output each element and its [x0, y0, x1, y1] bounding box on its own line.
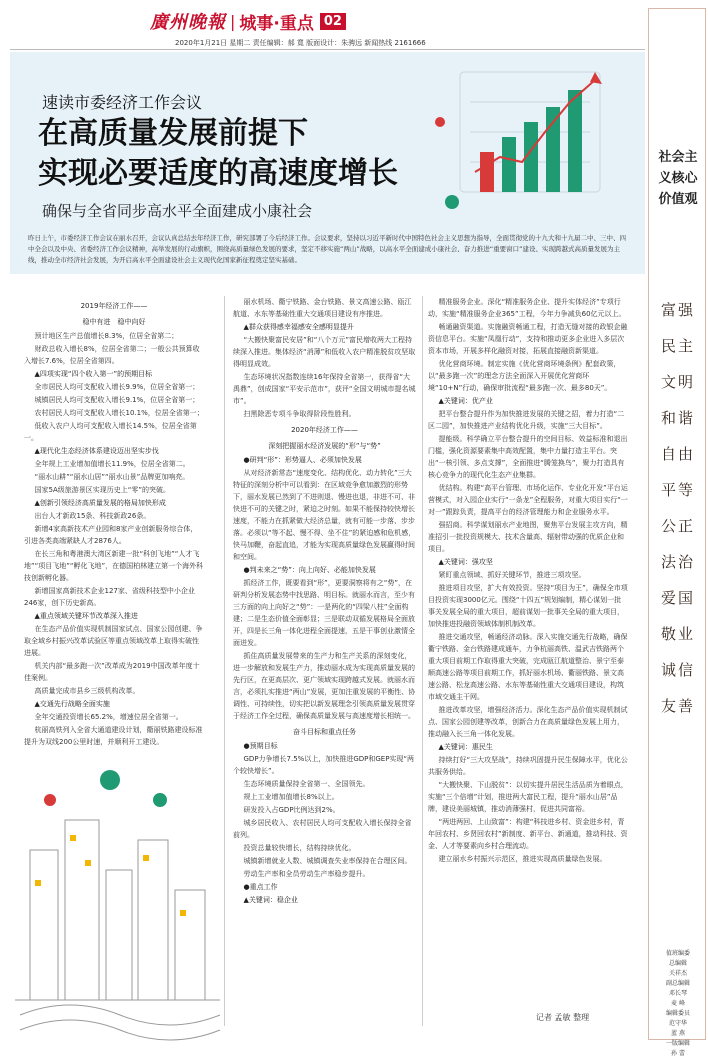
top-rule: [10, 49, 645, 50]
chart-bar: [502, 137, 516, 192]
chart-node: [445, 195, 459, 209]
subhead: 确保与全省同步高水平全面建成小康社会: [42, 202, 313, 220]
body-paragraph: 国家5A级旅游景区实现历史上“零”的突破。: [34, 486, 170, 494]
sidebar-slogan: 社会主义核心价值观: [658, 150, 698, 207]
editor-line: 副总编辑: [665, 980, 690, 987]
section-subtitle: 深刻把握丽水经济发展的“形”与“势”: [268, 442, 381, 450]
editor-line: 范守华: [668, 1020, 687, 1027]
core-value: 诚信: [660, 661, 695, 679]
body-paragraph: 生态环境质量保持全省第一、全国领先。: [243, 780, 370, 788]
editors-box: [653, 949, 703, 1059]
column-3: [428, 296, 628, 1034]
reporter-byline: 记者 孟敏 整理: [536, 1013, 590, 1022]
core-values-sidebar: [648, 8, 706, 1057]
core-value: 敬业: [660, 625, 695, 643]
body-paragraph: 推进改革攻坚，增强经济活力。深化生态产品价值实现机制试点、国家公园创建等改革，创新合力在高质量绿色发展上用力，推动融入长三角一体化发展。: [428, 706, 628, 738]
city-sketch-illustration: [10, 740, 225, 1040]
core-value: 和谐: [660, 409, 695, 427]
column-2-body-bottom: [233, 740, 416, 906]
body-paragraph: “两进两回、上山致富”：构建“科技进乡村、资金进乡村，青年回农村、乡贤回农村”新制度、新平台、新通道，推动科技、资金、人才等要素向乡村合理流动。: [428, 818, 628, 850]
core-value: 法治: [660, 553, 695, 571]
core-value: 友善: [660, 697, 695, 715]
section-title: 奋斗目标和重点任务: [293, 728, 356, 736]
body-paragraph: ▲关键词：惠民生: [438, 743, 493, 751]
column-2-body-mid: [233, 454, 416, 722]
body-paragraph: ▲创新引领经济高质量发展的格局加快形成: [34, 499, 166, 507]
body-paragraph: 在生态产品价值实现机制国家试点、国家公园创建、争取全域乡村振兴改革试验区等重点领域改革上取得实破性进展。: [24, 625, 203, 657]
body-paragraph: ▲群众获得感幸福感安全感明显提升: [243, 323, 354, 331]
bar-chart-illustration: [430, 62, 610, 222]
body-paragraph: ▲交通先行战略全面实施: [34, 700, 110, 708]
editor-line: 邓长琴: [668, 990, 687, 997]
headline-line-2: 实现必要适度的高速度增长: [38, 156, 398, 191]
core-value: 公正: [660, 517, 695, 535]
body-paragraph: “大搬快聚、下山脱贫”：以切实提升居民生活品质为着眼点，实施“三个倍增”计划，推进两大富民工程，提升“丽水山居”品牌，建设美丽城镇，推动消薄强村，促进共同富裕。: [428, 781, 628, 813]
editor-line: 蓝 燕: [671, 1030, 685, 1037]
body-paragraph: ▲关键词：优产业: [438, 397, 493, 405]
body-paragraph: 规上工业增加值增长8%以上。: [243, 793, 339, 801]
body-paragraph: 新增国家高新技术企业127家、省级科技型中小企业246家，创下历史新高。: [24, 587, 195, 607]
body-paragraph: ●研判“形”：形势逼人、必须加快发展: [243, 456, 362, 464]
chart-bar: [480, 152, 494, 192]
body-paragraph: ▲四项实现“四个收入第一”的预期目标: [34, 370, 153, 378]
editor-line: 值班编委: [665, 950, 690, 957]
chart-bar: [546, 107, 560, 192]
body-paragraph: 提能级。科学确立平台整合提升的空间目标、效益标准和退出门槛，强化资源要素集中高效配置，集中力量打造主平台。突出“一核引领、多点支撑”，全面推进“腾笼换鸟”，聚力打造具有核心竞争力的现代化生态产业集群。: [428, 435, 628, 479]
body-paragraph: 在长三角和粤港澳大湾区新建一批“科创飞地”“人才飞地”“项目飞地”“孵化飞地”，在德国柏林建立第一个海外科技创新孵化器。: [24, 550, 204, 582]
body-paragraph: 把平台整合提升作为加快推进发展的关键之招，着力打造“二区二园”，加快推进产业结构优化升级，实施“三大目标”。: [428, 410, 625, 430]
core-value: 富强: [660, 301, 695, 319]
core-value: 民主: [660, 337, 695, 355]
section-title: 2020年经济工作——: [291, 426, 358, 434]
body-paragraph: ▲现代化生态经济体系建设迈出坚实步伐: [34, 447, 159, 455]
body-paragraph: 高质量完成市县乡三级机构改革。: [34, 687, 140, 695]
chart-node: [435, 117, 445, 127]
body-paragraph: 全年规上工业增加值增长11.9%，位居全省第二。: [34, 460, 190, 468]
page-number-badge: 02: [320, 13, 346, 30]
body-paragraph: “大搬快聚富民安居”和“八个万元”富民增收两大工程持续深入推进。集体经济“消薄”和低收入农户精准脱贫攻坚取得明显成效。: [233, 336, 416, 368]
column-2: [233, 296, 416, 1034]
body-paragraph: 农村居民人均可支配收入增长10.1%，位居全省第一；: [34, 409, 204, 417]
body-paragraph: ▲关键词：稳企业: [243, 896, 298, 904]
body-paragraph: 生态环境状况指数连续16年保持全省第一，获得省“大禹鼎”，创成国家“平安示范市”，获评“全国文明城市提名城市”。: [233, 373, 416, 405]
column-3-body: [428, 296, 628, 865]
body-paragraph: 抓经济工作，既要看到“形”，更要洞察将有之“势”，在研判分析发展态势中找思路、明目标。就丽水而言，至少有三方面的向上向好之“势”：一是两化的“四梁八柱”全面构建；二是生态价值全面彰显；三是联动双循发展格局全面放开，四是长三角一体化进程全面提速，五是干事创业激情全面迸发。: [233, 579, 415, 647]
kicker: 速读市委经济工作会议: [42, 93, 203, 112]
section-name: 城事·重点: [239, 13, 314, 34]
editor-line: 麦 峰: [671, 1000, 685, 1007]
body-paragraph: ●预期目标: [243, 742, 278, 750]
body-paragraph: 丽水机场、衢宁铁路、金台铁路、景文高速公路、瓯江航道、水东等基础性重大交通项目建设有序推进。: [233, 298, 412, 318]
masthead-separator: |: [230, 11, 236, 31]
column-1: [24, 296, 204, 746]
body-paragraph: ●重点工作: [243, 883, 278, 891]
body-paragraph: 杭丽高铁列入全省大通道建设计划，衢丽铁路建设标准提升为双线200公里时速，并顺利开工建设。: [24, 726, 203, 746]
body-paragraph: 优化营商环境。制定实施《优化营商环境条例》配套政策，以“最多跑一次”的理念方法全面深入开展优化营商环境“10+N”行动，确保审批流程“最多跑一次、最多80天”。: [428, 360, 621, 392]
editor-line: 孙 蕾: [671, 1050, 685, 1057]
editor-line: 关祥杰: [668, 970, 687, 977]
editor-line: 总编辑: [668, 960, 687, 967]
body-paragraph: 全市居民人均可支配收入增长9.9%，位居全省第一；: [34, 383, 200, 391]
body-paragraph: 推进项目攻坚，扩大有效投资。坚持“项目为王”，确保全市项目投资实现3000亿元。围绕“十四五”规划编制，精心谋划一批事关发展全局的重大项目，超前谋划一批事关全局的重大项目，加快推进投融资领域体制机制改革。: [428, 584, 628, 628]
body-paragraph: 城镇居民人均可支配收入增长9.1%，位居全省第一；: [34, 396, 200, 404]
body-paragraph: ▲关键词：强攻坚: [438, 558, 493, 566]
body-paragraph: 财政总收入增长8%，位居全省第二；一般公共预算收入增长7.6%，位居全省第四。: [24, 345, 200, 365]
body-paragraph: 精准服务企业。深化“精准服务企业、提升实体经济”专项行动，实施“精准服务企业365”工程，今年力争减负60亿元以上。: [428, 298, 626, 318]
core-value: 文明: [660, 373, 695, 391]
body-paragraph: 强招商。科学谋划丽水产业地图，聚焦平台发展主攻方向，精准招引一批投资规模大、技术含量高、辐射带动强的优质企业和项目。: [428, 521, 628, 553]
core-values-list: [653, 299, 703, 731]
body-paragraph: 投资总量较快增长，结构持续优化。: [243, 844, 356, 852]
core-value: 自由: [660, 445, 695, 463]
body-paragraph: 城镇新增就业人数、城镇调查失业率保持在合理区间。: [243, 857, 412, 865]
body-paragraph: 持续打好“三大攻坚战”，持续巩固提升民生保障水平，优化公共服务供给。: [428, 756, 628, 776]
body-paragraph: 抓住高质量发展带来的生产力和生产关系的深刻变化，进一步解放和发展生产力，推动丽水成为实现高质量发展的先行区，在更高层次、更广领域实现跨越式发展。就丽水而言，必须扎实推进“两山”发展，更加注重发展的平衡性、协调性、可持续性，切实把以新发展理念引领高质量发展贯穿于经济工作全过程，确保高质量发展与高速度增长相统一。: [233, 652, 416, 720]
paper-name: 廣州晚報: [150, 12, 226, 33]
body-paragraph: 优结构。构建“高平台管理、市场化运作、专业化开发”平台运营模式，对入园企业实行“一条龙”全程服务，对重大项目实行“一对一”跟踪负责，提高平台的经济管理能力和企业服务水平。: [428, 484, 628, 516]
section-title: 2019年经济工作——: [80, 302, 148, 310]
masthead: [150, 8, 450, 34]
body-paragraph: 机关内部“最多跑一次”改革成为2019中国改革年度十佳案例。: [24, 662, 200, 682]
body-paragraph: 劳动生产率和全员劳动生产率稳步提升。: [243, 870, 370, 878]
body-paragraph: 新增4家高新技术产业园和8家产业创新服务综合体，引进各类高端紧缺人才2876人。: [24, 525, 198, 545]
body-paragraph: 从对经济新常态“速度变化、结构优化、动力转化”三大特征的深刻分析中可以看到：在区域竞争愈加激烈的形势下，丽水发展已然到了不进则退、慢进也退，非进不可、非快进不可的关键之时，紧迫之时刻。如果不能保持较快增长速度，不能力在抓紧做大经济总量，就有可能一步落、步步落。必须以“等不起、慢不得、坐不住”的紧迫感和危机感，快马加鞭，奋起直追，才能为实现高质量绿色发展赢得时间和空间。: [233, 469, 416, 561]
body-paragraph: 扫黑除恶专项斗争取得阶段性胜利。: [243, 410, 356, 418]
core-value: 平等: [660, 481, 695, 499]
body-paragraph: 城乡居民收入、农村居民人均可支配收入增长保持全省前列。: [233, 819, 412, 839]
body-paragraph: 预计地区生产总值增长8.3%，位居全省第二；: [34, 332, 179, 340]
section-subtitle: 稳中有进 稳中向好: [82, 318, 146, 326]
column-2-body-top: [233, 296, 416, 420]
body-paragraph: 紧盯重点领域、抓好关键环节，推进三项攻坚。: [438, 571, 586, 579]
body-paragraph: ●判未来之“势”：向上向好、必能加快发展: [243, 566, 376, 574]
core-value: 爱国: [660, 589, 695, 607]
editor-line: 一版编辑: [665, 1040, 690, 1047]
body-paragraph: “丽水山耕”“丽水山居”“丽水山景”品牌更加响亮。: [34, 473, 190, 481]
dateline: 2020年1月21日 星期二 责任编辑：郝 寬 版面设计：朱骋远 新闻热线 2161666: [175, 39, 426, 47]
body-paragraph: 研发投入占GDP比例达到2%。: [243, 806, 340, 814]
body-paragraph: 全年交通投资增长65.2%，增速位居全省第一。: [34, 713, 183, 721]
headline: [38, 114, 398, 194]
column-1-body: [24, 330, 204, 748]
editor-line: 编辑委员: [665, 1010, 690, 1017]
body-paragraph: 低收入农户人均可支配收入增长14.5%，位居全省第一。: [24, 422, 197, 442]
body-paragraph: ▲重点领域关键环节改革深入推进: [34, 612, 138, 620]
chart-bar: [568, 90, 582, 192]
column-divider: [422, 296, 423, 1026]
body-paragraph: GDP力争增长7.5%以上，加快推进GDP和GEP实现“两个较快增长”。: [233, 755, 415, 775]
body-paragraph: 推进交通攻坚，畅通经济动脉。深入实施交通先行战略，确保衢宁铁路、金台铁路建成通车，力争杭丽高铁、温武吉铁路两个重大项目前期工作取得重大突破，完成瓯江航道整治、景宁至泰顺高速公路等项目前期工作，抓好丽水机场、衢丽铁路、景文高速公路、松龙高速公路、水东等基础性重大交通项目建设，构筑市域交通主干网。: [428, 633, 628, 701]
body-paragraph: 畅通融资渠道。实施融资畅通工程，打造无缝对接的政银企融资信息平台。实施“凤凰行动”，支持和推动更多企业进入多层次资本市场，开展多样化融资对接，拓展直接融资新渠道。: [428, 323, 628, 355]
headline-line-1: 在高质量发展前提下: [38, 116, 308, 151]
body-paragraph: 建立丽水乡村振兴示范区，推进实现高质量绿色发展。: [438, 855, 607, 863]
body-paragraph: 出台人才新政15条、科技新政26条。: [34, 512, 151, 520]
lead-paragraph: 昨日上午，市委经济工作会议在丽水召开，会议认真总结去年经济工作，研究部署了今后经济工作。会议要求，坚持以习近平新时代中国特色社会主义思想为指导，全面贯彻党的十九大和十九届二中、三中、四中全会以及中央、省委经济工作会议精神，高举发展的行动旗帜，围绕高质量绿色发展的要求，坚定不移实施“两山”战略，以高水平全面建成小康社会、奋力推进“重要窗口”建设、实现跨越式高质量发展为主线，推动全市经济社会发展，为开启高水平全面建设社会主义现代化国家新征程奠定坚实基础。: [28, 234, 626, 264]
